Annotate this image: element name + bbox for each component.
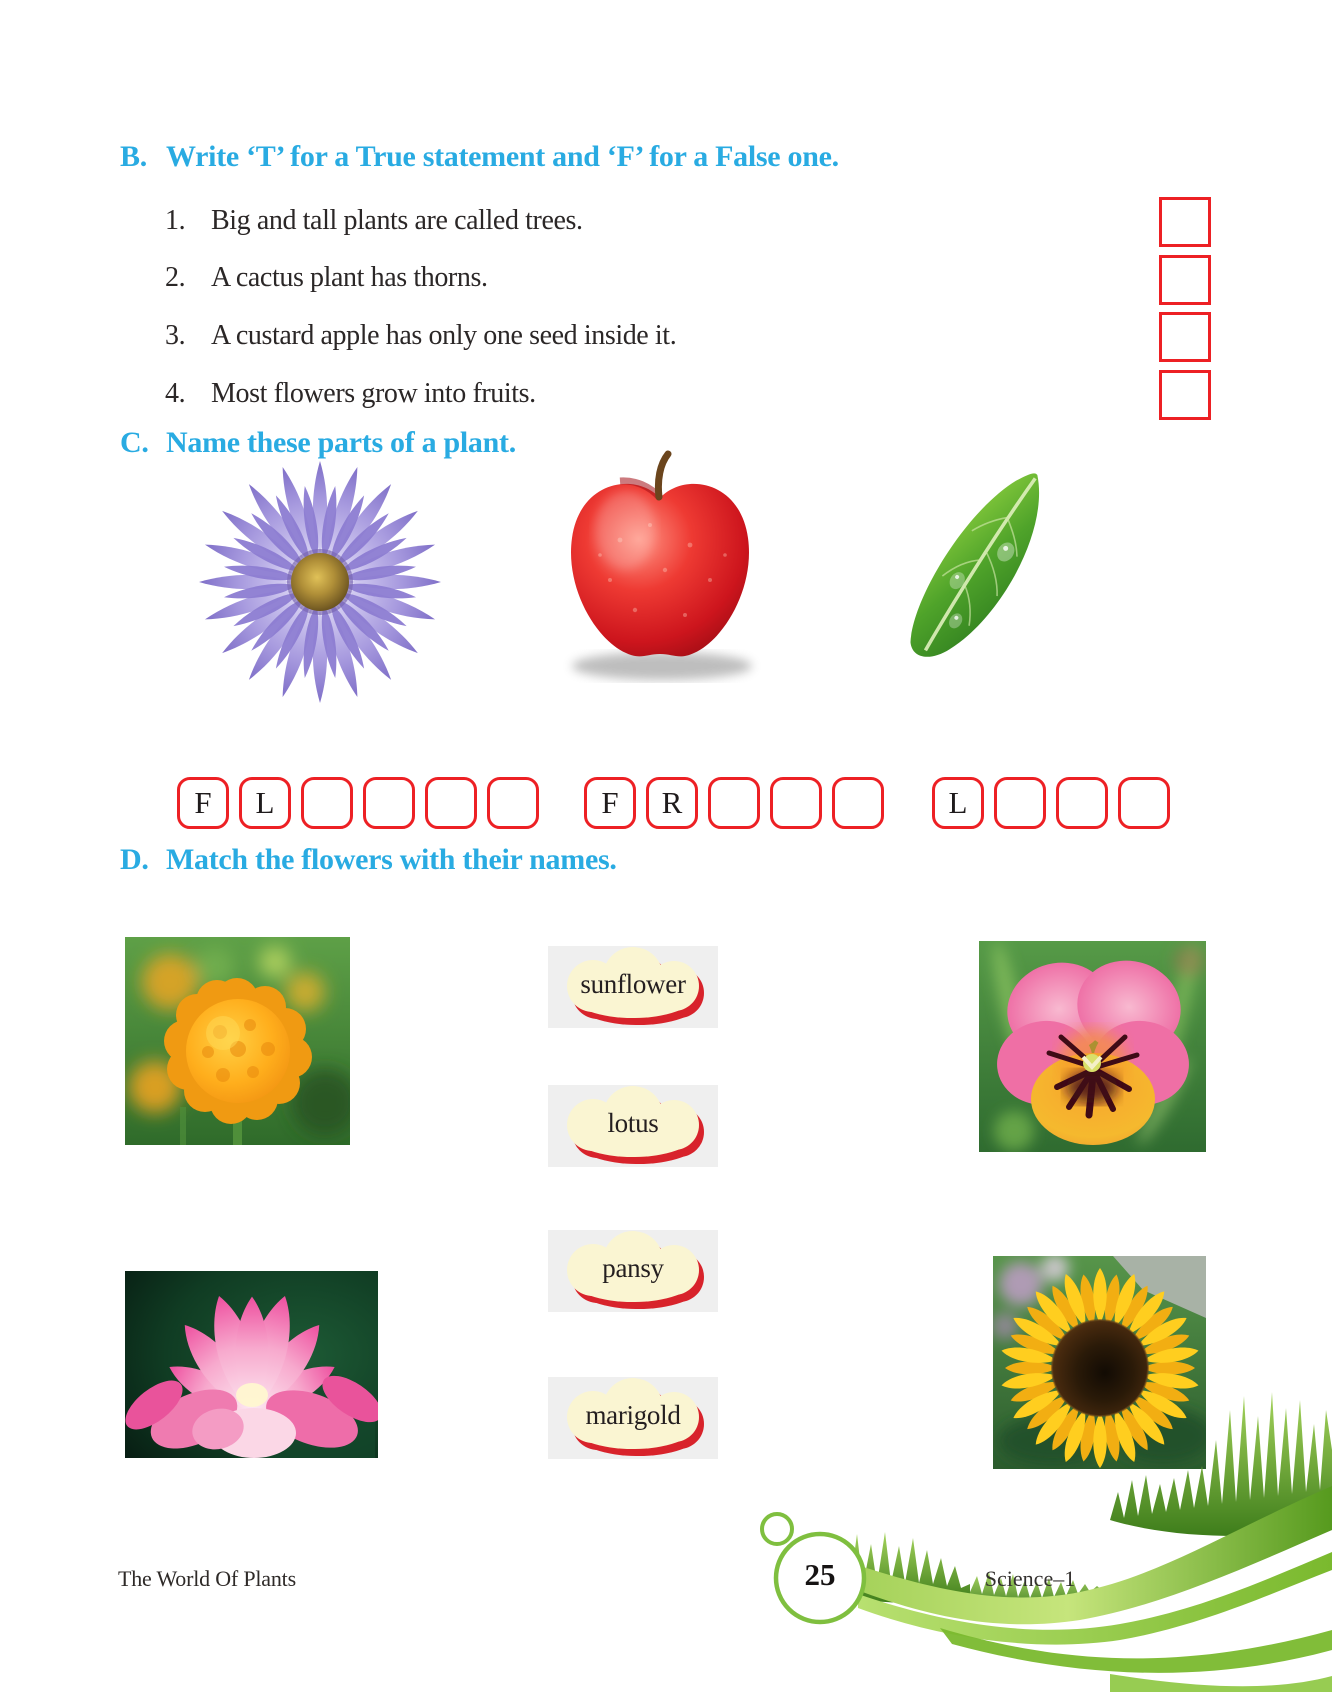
book-title: The World Of Plants bbox=[118, 1566, 296, 1591]
letter-box[interactable] bbox=[487, 777, 539, 829]
statement-number: 3. bbox=[165, 320, 186, 351]
statement-row-2 bbox=[165, 262, 1115, 294]
small-circle-ornament bbox=[762, 1514, 792, 1544]
statement-text: A custard apple has only one seed inside it. bbox=[211, 320, 677, 351]
letter-box: F bbox=[177, 777, 229, 829]
leaf-letter-boxes bbox=[932, 777, 1170, 829]
section-c-letter: C. bbox=[120, 426, 149, 459]
statement-text: Most flowers grow into fruits. bbox=[211, 378, 536, 409]
section-d-heading bbox=[120, 843, 1120, 877]
name-label-sunflower[interactable] bbox=[548, 946, 718, 1028]
answer-checkbox-1[interactable] bbox=[1159, 197, 1211, 247]
marigold-photo[interactable] bbox=[125, 937, 350, 1145]
answer-checkbox-2[interactable] bbox=[1159, 255, 1211, 305]
letter-box[interactable] bbox=[1056, 777, 1108, 829]
answer-checkbox-4[interactable] bbox=[1159, 370, 1211, 420]
name-label-pansy[interactable] bbox=[548, 1230, 718, 1312]
letter-box[interactable] bbox=[708, 777, 760, 829]
pansy-photo[interactable] bbox=[979, 941, 1206, 1152]
statement-text: A cactus plant has thorns. bbox=[211, 262, 488, 293]
page-number: 25 bbox=[804, 1557, 836, 1592]
statement-number: 4. bbox=[165, 378, 186, 409]
fruit-letter-boxes bbox=[584, 777, 884, 829]
section-d-title: Match the flowers with their names. bbox=[166, 843, 617, 876]
section-c-title: Name these parts of a plant. bbox=[166, 426, 516, 459]
purple-aster-flower-image bbox=[195, 456, 445, 711]
letter-box[interactable] bbox=[994, 777, 1046, 829]
green-leaf-image bbox=[870, 448, 1085, 688]
statement-number: 2. bbox=[165, 262, 186, 293]
name-label-lotus[interactable] bbox=[548, 1085, 718, 1167]
statement-row-1 bbox=[165, 205, 1115, 237]
letter-box: L bbox=[239, 777, 291, 829]
footer-swoosh-graphic bbox=[640, 1380, 1332, 1692]
flower-letter-boxes bbox=[177, 777, 539, 829]
flower-name-text: marigold bbox=[585, 1399, 681, 1430]
letter-box[interactable] bbox=[363, 777, 415, 829]
letter-box[interactable] bbox=[425, 777, 477, 829]
statement-text: Big and tall plants are called trees. bbox=[211, 205, 583, 236]
statement-row-3 bbox=[165, 320, 1115, 352]
letter-box[interactable] bbox=[832, 777, 884, 829]
statement-number: 1. bbox=[165, 205, 186, 236]
letter-box: F bbox=[584, 777, 636, 829]
flower-name-text: lotus bbox=[607, 1107, 659, 1138]
letter-box[interactable] bbox=[770, 777, 822, 829]
letter-box: R bbox=[646, 777, 698, 829]
series-title: Science–1 bbox=[984, 1566, 1076, 1591]
letter-box[interactable] bbox=[1118, 777, 1170, 829]
lotus-photo[interactable] bbox=[125, 1271, 378, 1458]
letter-box: L bbox=[932, 777, 984, 829]
section-b-title: Write ‘T’ for a True statement and ‘F’ for a False one. bbox=[166, 140, 839, 173]
answer-checkbox-3[interactable] bbox=[1159, 312, 1211, 362]
statement-row-4 bbox=[165, 378, 1115, 410]
section-b-letter: B. bbox=[120, 140, 147, 173]
flower-name-text: pansy bbox=[602, 1252, 664, 1283]
section-d-letter: D. bbox=[120, 843, 149, 876]
letter-box[interactable] bbox=[301, 777, 353, 829]
section-b-heading bbox=[120, 140, 1120, 174]
red-apple-image bbox=[540, 450, 780, 700]
flower-name-text: sunflower bbox=[580, 968, 686, 999]
